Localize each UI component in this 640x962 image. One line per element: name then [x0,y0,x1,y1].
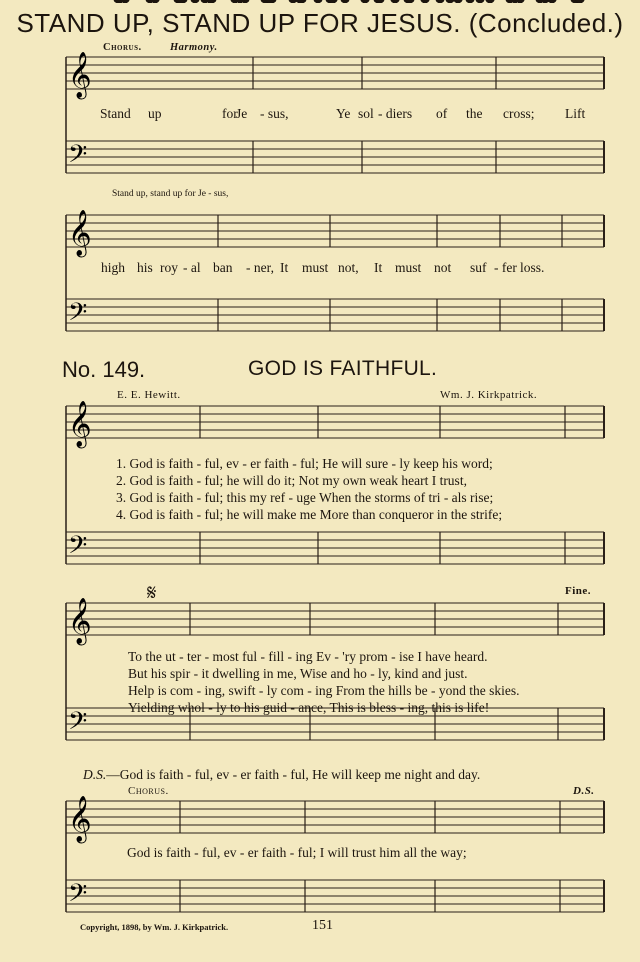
fine-label: Fine. [565,585,592,597]
verse-text: God is faith - ful; he will do it; Not my own weak heart I trust, [129,473,467,488]
verse-text: God is faith - ful; he will make me More than conqueror in the strife; [129,507,503,522]
ds-line: D.S.—God is faith - ful, ev - er faith - ful, He will keep me night and day. [83,767,481,782]
verse-line [116,456,493,472]
lyric-syllable: sol [358,106,374,121]
verse-line [116,507,502,523]
lyric-syllable: - al [183,260,201,275]
svg-text:𝄢: 𝄢 [68,140,88,175]
verse-number: 1. [116,456,130,471]
lyric-syllable: roy [160,260,178,275]
lyric-syllable: Je [236,106,248,121]
svg-text:𝄢: 𝄢 [68,879,88,914]
svg-text:𝄢: 𝄢 [68,298,88,333]
lyric-syllable: - diers [378,106,413,121]
song-number: No. 149. [62,357,146,382]
verse-line: Yielding whol - ly to his guid - ance, This is bless - ing, this is life! [128,700,490,715]
lyric-syllable: not [434,260,452,275]
verse-text: God is faith - ful; this my ref - uge When the storms of tri - als rise; [129,490,494,505]
lyric-syllable: up [148,106,162,121]
segno-icon: 𝄋 [147,580,157,605]
verse-number: 3. [116,490,130,505]
lyric-syllable: his [137,260,153,275]
lyric-syllable: for [222,106,238,121]
lyric-syllable: - ner, [246,260,274,275]
ds-end-label: D.S. [573,785,595,797]
lyric-syllable: It [280,260,289,275]
svg-text:𝄞: 𝄞 [68,401,92,447]
alto-echo-lyric: Stand up, stand up for Je - sus, [112,189,229,199]
page-number: 151 [312,918,333,933]
svg-text:𝄢: 𝄢 [68,707,88,742]
verse-line: But his spir - it dwelling in me, Wise and ho - ly, kind and just. [128,666,468,681]
lyric-syllable: - fer [494,260,517,275]
lyric-syllable: not, [338,260,359,275]
lyric-syllable: high [101,260,126,275]
lyric-syllable: loss. [520,260,545,275]
lyric-syllable: suf [470,260,487,275]
lyric-syllable: Stand [100,106,131,121]
verse-text: God is faith - ful, ev - er faith - ful; He will sure - ly keep his word; [129,456,493,471]
lyric-syllable: ban [213,260,233,275]
lyric-syllable: of [436,106,448,121]
lyric-syllable: the [466,106,483,121]
verse-line [116,490,493,506]
verse-line: To the ut - ter - most ful - fill - ing Ev - 'ry prom - ise I have heard. [128,649,488,664]
verse-number: 4. [116,507,130,522]
chorus-lyric: God is faith - ful, ev - er faith - ful; I will trust him all the way; [127,845,467,860]
svg-text:𝄢: 𝄢 [68,531,88,566]
lyric-syllable: must [395,260,422,275]
svg-text:𝄞: 𝄞 [68,796,92,842]
lyric-syllable: It [374,260,383,275]
lyric-syllable: - sus, [260,106,289,121]
page-title: STAND UP, STAND UP FOR JESUS. (Concluded.) [16,8,624,38]
chorus-label-2: Chorus. [128,785,169,797]
harmony-label: Harmony. [170,42,218,53]
lyric-syllable: must [302,260,329,275]
lyric-syllable: Lift [565,106,586,121]
verse-line: Help is com - ing, swift - ly com - ing From the hills be - yond the skies. [128,683,520,698]
svg-text:𝄞: 𝄞 [68,52,92,98]
lyric-syllable: Ye [336,106,351,121]
svg-text:𝄞: 𝄞 [68,598,92,644]
lyric-syllable: cross; [503,106,535,121]
verse-number: 2. [116,473,130,488]
composer: Wm. J. Kirkpatrick. [440,389,538,401]
copyright: Copyright, 1898, by Wm. J. Kirkpatrick. [80,922,229,932]
chorus-label: Chorus. [103,42,142,53]
verse-line [116,473,467,489]
author: E. E. Hewitt. [117,389,181,401]
song-title: GOD IS FAITHFUL. [248,357,438,380]
svg-text:𝄞: 𝄞 [68,210,92,256]
